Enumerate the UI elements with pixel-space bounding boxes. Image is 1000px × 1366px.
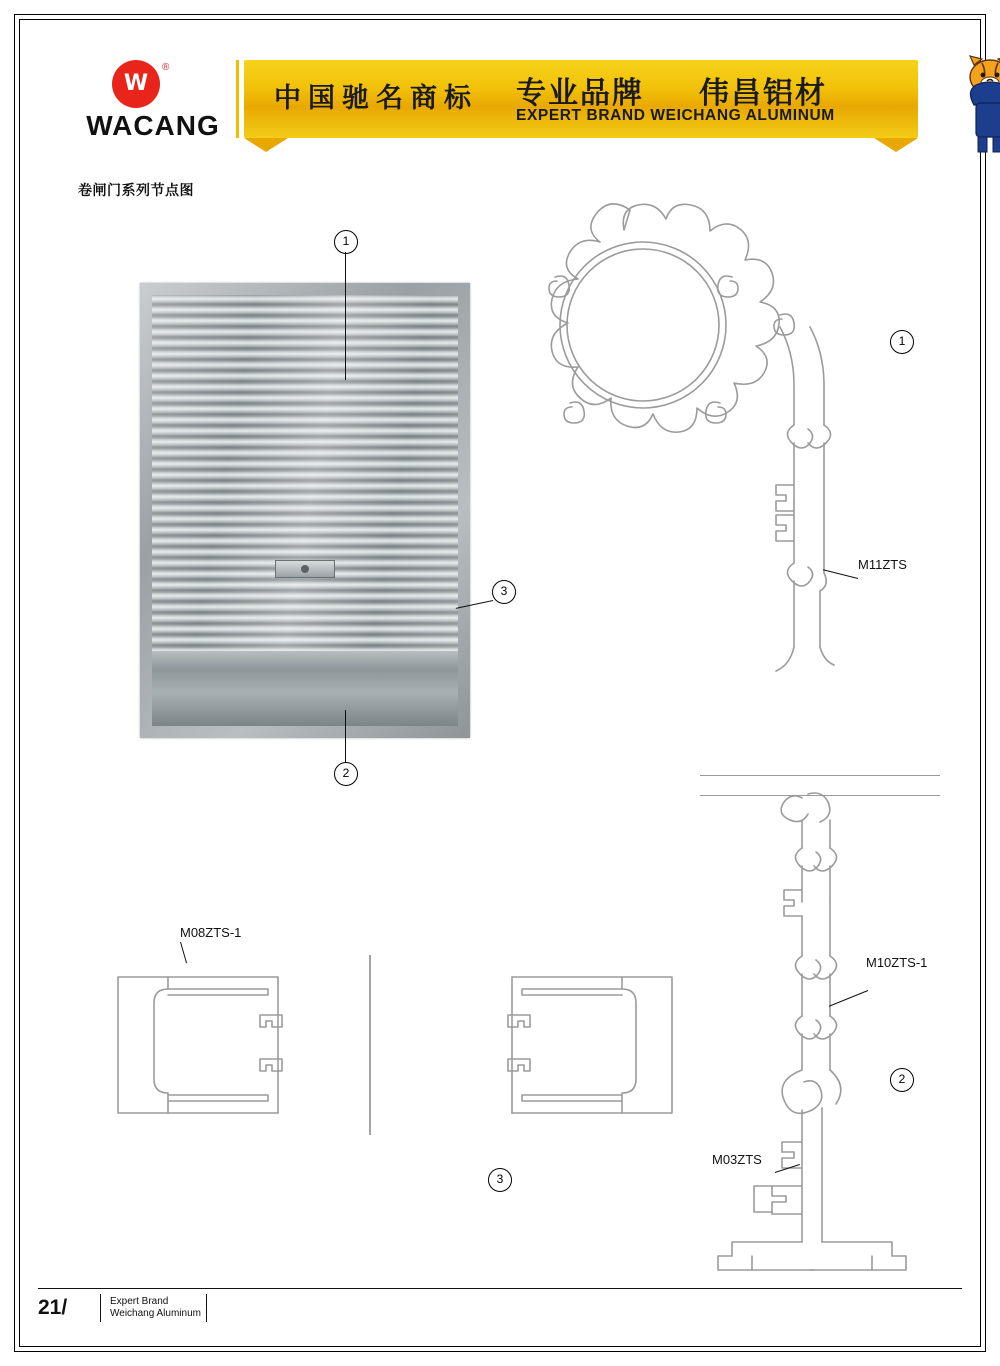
callout-marker-2: 2 [334, 762, 358, 786]
banner-english-text: EXPERT BRAND WEICHANG ALUMINUM [516, 107, 835, 124]
footer-brand-line [110, 1296, 201, 1320]
logo-w-glyph: W [123, 71, 149, 96]
footer-rule [38, 1288, 962, 1289]
callout-marker-1: 1 [334, 230, 358, 254]
tiger-mascot-icon [934, 55, 1000, 155]
part-label-m03zts: M03ZTS [712, 1152, 762, 1167]
part-label-m10zts1: M10ZTS-1 [866, 955, 928, 970]
section-break-line-top [700, 775, 940, 776]
detail-drawing-1 [480, 185, 900, 785]
rolling-shutter-door-photo [140, 283, 470, 738]
page-footer [38, 1288, 962, 1328]
callout-leader-1 [345, 252, 346, 380]
page-number: 21/ [38, 1296, 68, 1319]
brand-logo [78, 58, 228, 144]
door-bottom-rail [152, 651, 458, 726]
footer-divider-right [206, 1294, 207, 1322]
banner-brand-text: 专业品牌 [516, 76, 644, 111]
footer-line-1: Expert Brand [110, 1296, 169, 1307]
door-panel-area [152, 295, 458, 726]
footer-line-2: Weichang Aluminum [110, 1308, 201, 1319]
door-frame [140, 283, 470, 738]
part-label-m08zts1: M08ZTS-1 [180, 925, 242, 940]
brand-name: WACANG [86, 110, 220, 141]
detail-marker-2: 2 [890, 1068, 914, 1092]
callout-marker-3: 3 [492, 580, 516, 604]
banner-company-text: 伟昌铝材 [699, 76, 827, 111]
part-label-m11zts: M11ZTS [858, 557, 907, 572]
door-curtain-sheen [152, 295, 458, 680]
door-lock [275, 560, 335, 578]
page-title: 卷闸门系列节点图 [78, 183, 194, 199]
footer-divider-left [100, 1294, 101, 1322]
detail-drawing-2 [690, 790, 940, 1300]
banner-award-text: 中国驰名商标 [274, 83, 478, 114]
banner-notch-left [244, 138, 288, 152]
registered-icon: ® [162, 62, 170, 73]
callout-leader-2 [345, 710, 346, 762]
banner-notch-right [874, 138, 918, 152]
detail-drawing-3 [110, 955, 680, 1135]
header-separator [236, 60, 239, 138]
page-header [78, 52, 918, 147]
detail-marker-3: 3 [488, 1168, 512, 1192]
detail-marker-1: 1 [890, 330, 914, 354]
w-logo-icon [112, 60, 172, 108]
brand-banner [244, 60, 918, 138]
